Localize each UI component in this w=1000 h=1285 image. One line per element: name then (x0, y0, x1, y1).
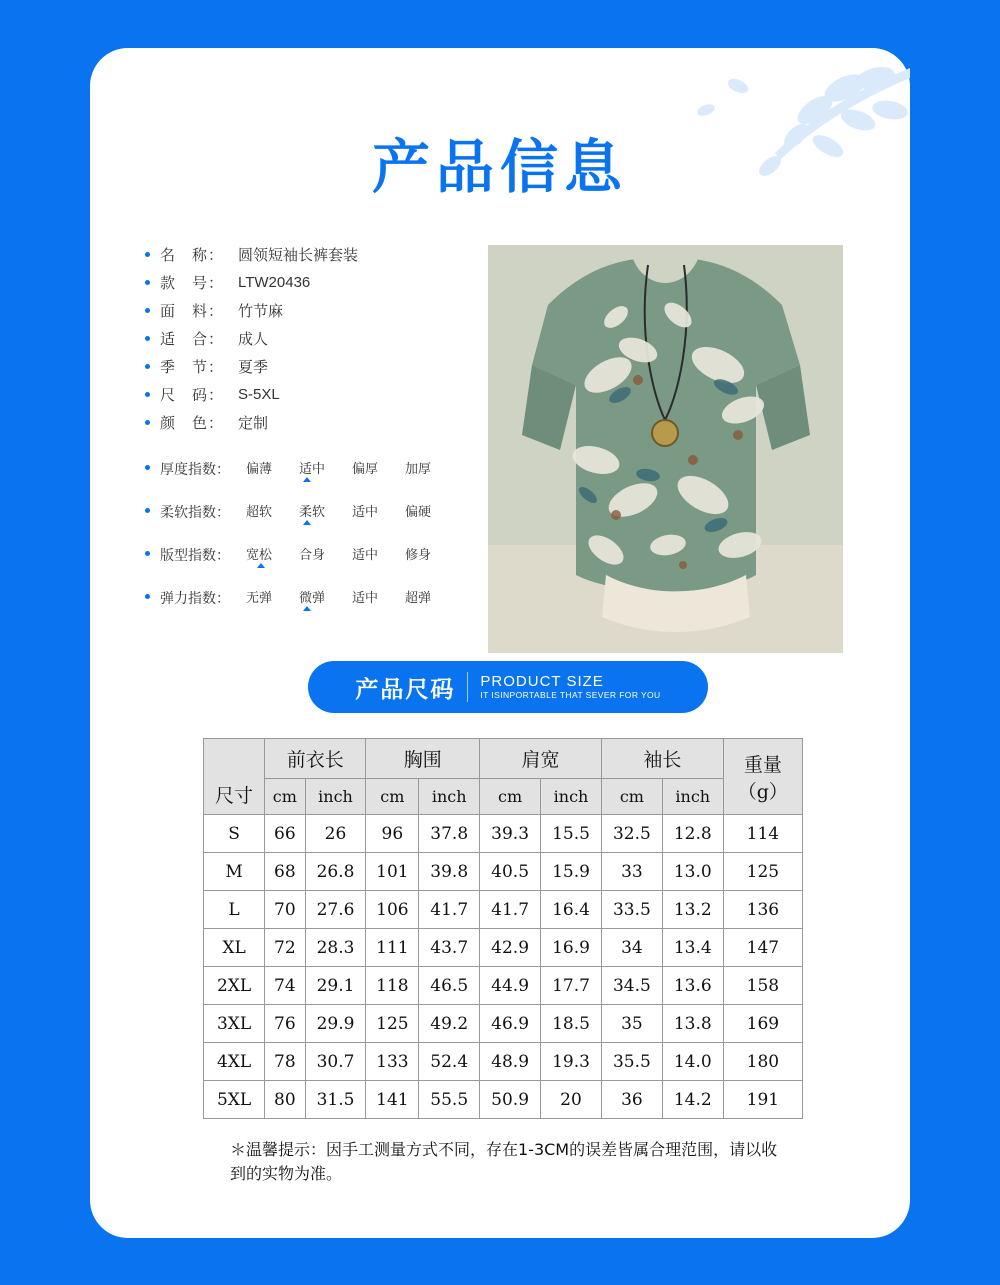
cell-size: 3XL (204, 1005, 265, 1043)
table-row (204, 1043, 803, 1081)
cell-size: 5XL (204, 1081, 265, 1119)
index-list (145, 458, 505, 630)
scale-option: 无弹 (246, 590, 273, 605)
list-item (145, 268, 475, 296)
index-scale (246, 587, 431, 606)
unit-cell: cm (601, 779, 662, 815)
cell-weight: 180 (723, 1043, 802, 1081)
cell-size: XL (204, 929, 265, 967)
list-item (145, 324, 475, 352)
bullet-icon (145, 308, 150, 313)
cell-value: 32.5 (601, 815, 662, 853)
header-shoulder: 肩宽 (480, 739, 602, 779)
cell-value: 18.5 (541, 1005, 602, 1043)
unit-cell: cm (366, 779, 419, 815)
cell-size: M (204, 853, 265, 891)
cell-value: 41.7 (419, 891, 480, 929)
cell-value: 35.5 (601, 1043, 662, 1081)
index-label: 厚度指数： (160, 461, 230, 477)
header-bust: 胸围 (366, 739, 480, 779)
table-row (204, 1005, 803, 1043)
cell-size: 2XL (204, 967, 265, 1005)
cell-value: 26 (305, 815, 366, 853)
cell-weight: 191 (723, 1081, 802, 1119)
index-scale (246, 458, 431, 477)
cell-value: 133 (366, 1043, 419, 1081)
spec-label: 颜 色： (160, 414, 225, 432)
product-photo (488, 245, 843, 653)
cell-value: 31.5 (305, 1081, 366, 1119)
cell-value: 118 (366, 967, 419, 1005)
cell-value: 30.7 (305, 1043, 366, 1081)
list-item (145, 240, 475, 268)
cell-value: 17.7 (541, 967, 602, 1005)
header-sleeve: 袖长 (601, 739, 723, 779)
cell-value: 72 (265, 929, 305, 967)
size-table (203, 738, 803, 1119)
cell-value: 96 (366, 815, 419, 853)
spec-label: 面 料： (160, 302, 225, 320)
cell-value: 141 (366, 1081, 419, 1119)
header-weight-line2: （g） (737, 780, 788, 803)
spec-value: 竹节麻 (238, 302, 284, 320)
index-label: 版型指数： (160, 547, 230, 563)
product-image (488, 245, 843, 653)
cell-weight: 125 (723, 853, 802, 891)
cell-value: 41.7 (480, 891, 541, 929)
scale-option: 超软 (246, 504, 273, 519)
cell-value: 37.8 (419, 815, 480, 853)
cell-value: 78 (265, 1043, 305, 1081)
cell-value: 15.9 (541, 853, 602, 891)
cell-value: 49.2 (419, 1005, 480, 1043)
spec-label: 款 号： (160, 274, 225, 292)
table-unit-row (204, 779, 803, 815)
header-front-length: 前衣长 (265, 739, 366, 779)
list-item (145, 352, 475, 380)
bullet-icon (145, 252, 150, 257)
index-row-elasticity (145, 587, 505, 608)
table-row (204, 967, 803, 1005)
spec-value: S-5XL (238, 385, 280, 403)
cell-value: 26.8 (305, 853, 366, 891)
spec-list (145, 240, 475, 436)
cell-value: 16.4 (541, 891, 602, 929)
cell-value: 29.1 (305, 967, 366, 1005)
cell-weight: 158 (723, 967, 802, 1005)
cell-value: 70 (265, 891, 305, 929)
scale-option: 偏厚 (351, 461, 378, 476)
cell-size: 4XL (204, 1043, 265, 1081)
page-title: 产品信息 (371, 133, 628, 201)
spec-label: 名 称： (160, 246, 225, 264)
cell-value: 80 (265, 1081, 305, 1119)
spec-value: 定制 (238, 414, 269, 432)
table-row (204, 815, 803, 853)
bullet-icon (145, 594, 150, 599)
cell-value: 34.5 (601, 967, 662, 1005)
spec-value: LTW20436 (238, 273, 311, 291)
table-header-row (204, 739, 803, 779)
table-row (204, 891, 803, 929)
cell-value: 16.9 (541, 929, 602, 967)
scale-marker (303, 606, 311, 611)
cell-value: 111 (366, 929, 419, 967)
cell-value: 34 (601, 929, 662, 967)
scale-option: 柔软 (298, 504, 325, 519)
scale-option: 适中 (351, 504, 378, 519)
bullet-icon (145, 420, 150, 425)
cell-value: 15.5 (541, 815, 602, 853)
cell-value: 76 (265, 1005, 305, 1043)
header-weight (723, 739, 802, 815)
cell-value: 50.9 (480, 1081, 541, 1119)
cell-value: 48.9 (480, 1043, 541, 1081)
size-banner-en (480, 673, 660, 700)
cell-value: 14.2 (662, 1081, 723, 1119)
scale-marker (257, 563, 265, 568)
bullet-icon (145, 392, 150, 397)
cell-value: 40.5 (480, 853, 541, 891)
cell-value: 74 (265, 967, 305, 1005)
cell-value: 13.2 (662, 891, 723, 929)
unit-cell: cm (265, 779, 305, 815)
cell-value: 66 (265, 815, 305, 853)
scale-option: 加厚 (404, 461, 431, 476)
spec-value: 夏季 (238, 358, 269, 376)
scale-option: 宽松 (246, 547, 273, 562)
bullet-icon (145, 508, 150, 513)
spec-label: 尺 码： (160, 386, 225, 404)
cell-value: 46.9 (480, 1005, 541, 1043)
scale-option: 超弹 (404, 590, 431, 605)
list-item (145, 296, 475, 324)
cell-value: 125 (366, 1005, 419, 1043)
table-row (204, 853, 803, 891)
cell-value: 27.6 (305, 891, 366, 929)
scale-option: 适中 (351, 547, 378, 562)
header-weight-line1: 重量 (743, 753, 782, 776)
unit-cell: cm (480, 779, 541, 815)
cell-value: 19.3 (541, 1043, 602, 1081)
cell-weight: 169 (723, 1005, 802, 1043)
unit-cell: inch (305, 779, 366, 815)
cell-value: 55.5 (419, 1081, 480, 1119)
cell-value: 29.9 (305, 1005, 366, 1043)
cell-value: 12.8 (662, 815, 723, 853)
size-banner-en-line1: PRODUCT SIZE (480, 673, 604, 691)
scale-option: 偏硬 (404, 504, 431, 519)
cell-value: 46.5 (419, 967, 480, 1005)
index-label: 柔软指数： (160, 504, 230, 520)
bullet-icon (145, 465, 150, 470)
cell-value: 20 (541, 1081, 602, 1119)
measurement-note: ＊温馨提示：因手工测量方式不同，存在1-3CM的误差皆属合理范围，请以收到的实物为准。 (230, 1140, 778, 1183)
cell-value: 35 (601, 1005, 662, 1043)
cell-value: 101 (366, 853, 419, 891)
size-banner-en-line2: IT ISINPORTABLE THAT SEVER FOR YOU (480, 689, 661, 700)
list-item (145, 408, 475, 436)
spec-value: 圆领短袖长裤套装 (238, 246, 359, 264)
cell-value: 43.7 (419, 929, 480, 967)
index-scale (246, 544, 431, 563)
spec-label: 季 节： (160, 358, 225, 376)
banner-divider (467, 672, 468, 702)
cell-value: 28.3 (305, 929, 366, 967)
scale-option: 修身 (404, 547, 431, 562)
scale-option: 合身 (298, 547, 325, 562)
unit-cell: inch (419, 779, 480, 815)
bullet-icon (145, 364, 150, 369)
cell-size: S (204, 815, 265, 853)
cell-value: 68 (265, 853, 305, 891)
table-row (204, 1081, 803, 1119)
cell-weight: 114 (723, 815, 802, 853)
cell-weight: 136 (723, 891, 802, 929)
scale-option: 适中 (298, 461, 325, 476)
scale-marker (303, 477, 311, 482)
scale-option: 微弹 (298, 590, 325, 605)
size-banner-title: 产品尺码 (355, 675, 456, 702)
spec-label: 适 合： (160, 330, 225, 348)
cell-value: 13.4 (662, 929, 723, 967)
scale-option: 偏薄 (246, 461, 273, 476)
scale-marker (303, 520, 311, 525)
index-scale (246, 501, 431, 520)
size-section-banner (308, 661, 708, 713)
cell-value: 39.3 (480, 815, 541, 853)
cell-size: L (204, 891, 265, 929)
cell-value: 14.0 (662, 1043, 723, 1081)
bullet-icon (145, 551, 150, 556)
index-row-thickness (145, 458, 505, 479)
table-row (204, 929, 803, 967)
bullet-icon (145, 280, 150, 285)
cell-value: 106 (366, 891, 419, 929)
index-row-fit (145, 544, 505, 565)
index-label: 弹力指数： (160, 590, 230, 606)
cell-weight: 147 (723, 929, 802, 967)
cell-value: 13.0 (662, 853, 723, 891)
unit-cell: inch (541, 779, 602, 815)
spec-value: 成人 (238, 330, 269, 348)
cell-value: 33.5 (601, 891, 662, 929)
header-size: 尺寸 (204, 739, 265, 815)
list-item (145, 380, 475, 408)
cell-value: 36 (601, 1081, 662, 1119)
cell-value: 42.9 (480, 929, 541, 967)
scale-option: 适中 (351, 590, 378, 605)
cell-value: 13.6 (662, 967, 723, 1005)
bullet-icon (145, 336, 150, 341)
cell-value: 44.9 (480, 967, 541, 1005)
cell-value: 33 (601, 853, 662, 891)
unit-cell: inch (662, 779, 723, 815)
product-info-card (90, 48, 910, 1238)
cell-value: 39.8 (419, 853, 480, 891)
index-row-softness (145, 501, 505, 522)
cell-value: 52.4 (419, 1043, 480, 1081)
cell-value: 13.8 (662, 1005, 723, 1043)
